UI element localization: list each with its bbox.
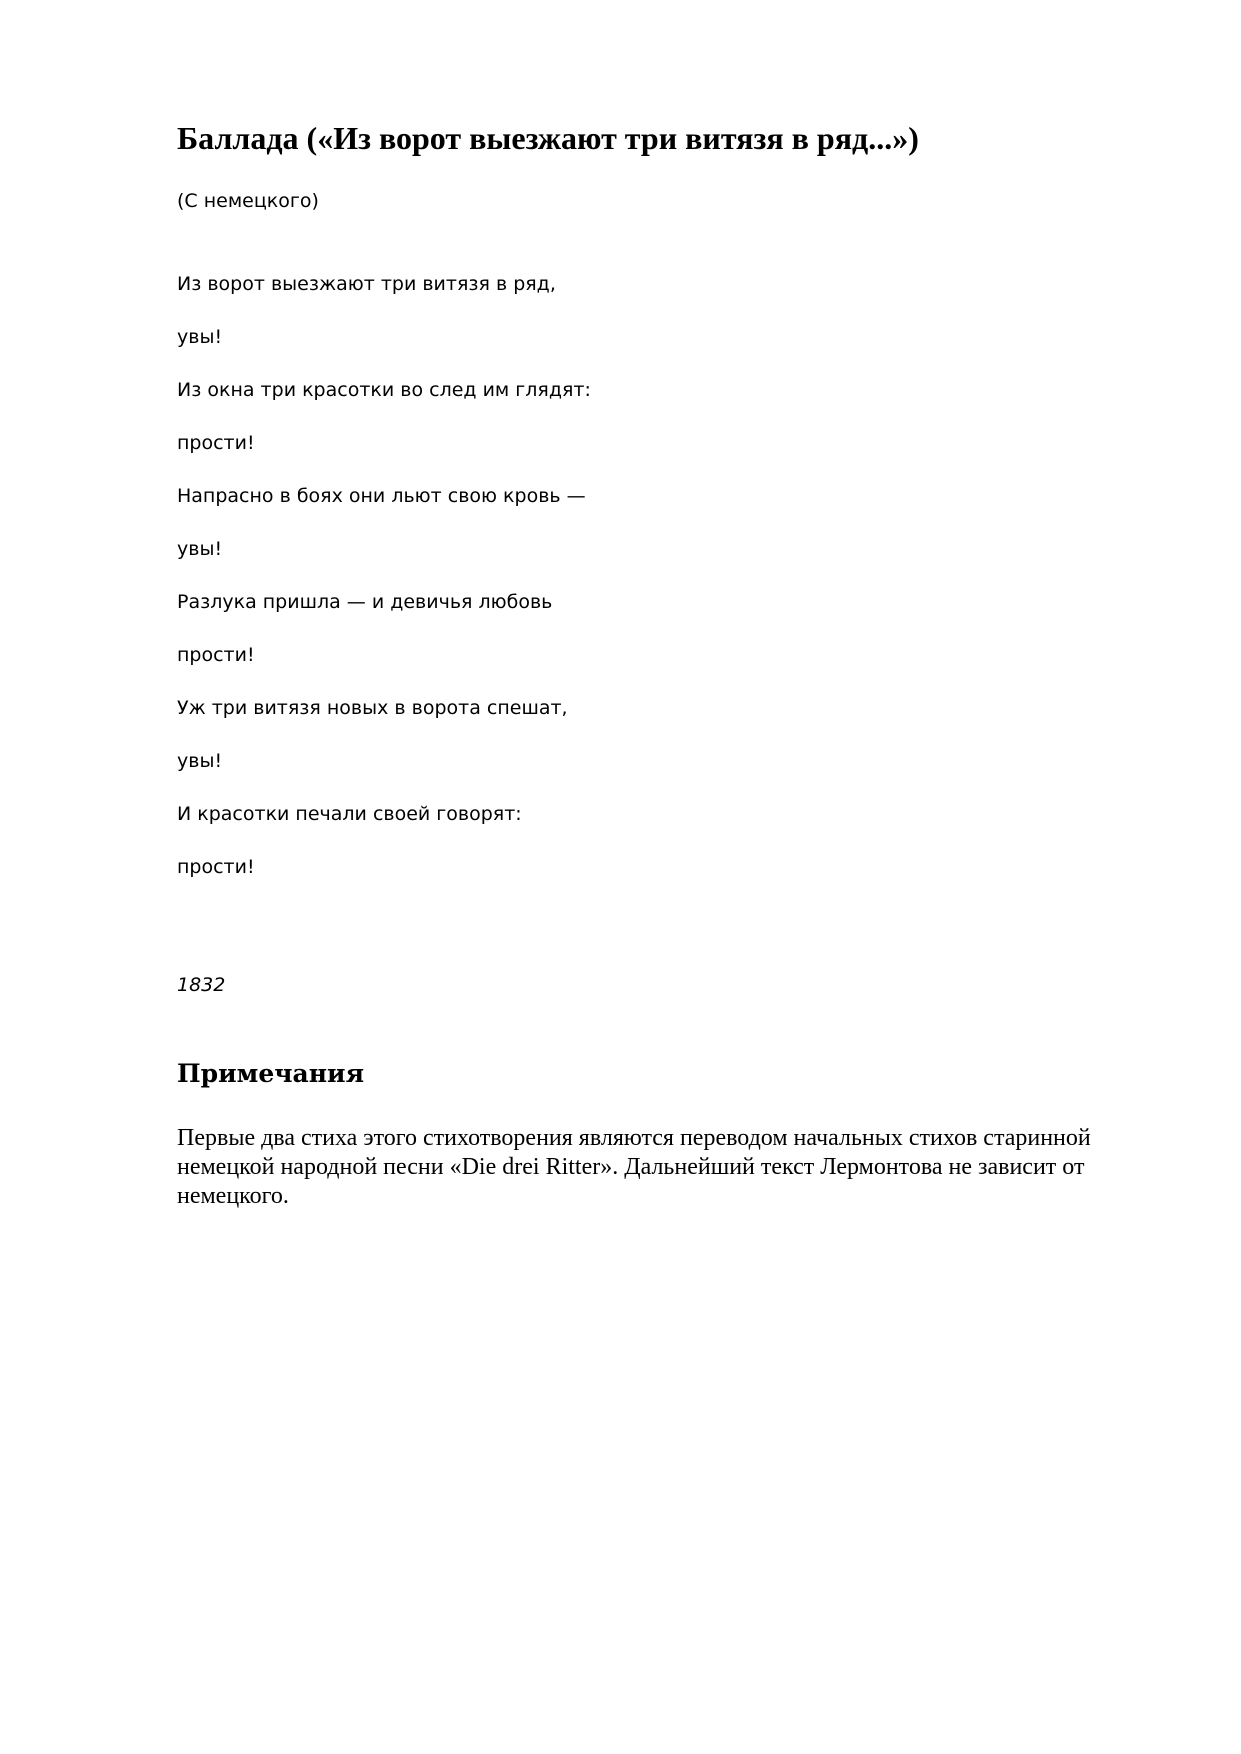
verse-line: увы! <box>177 538 223 560</box>
poem-year: 1832 <box>177 974 226 996</box>
verse-line: Разлука пришла — и девичья любовь <box>177 591 553 613</box>
verse-line: И красотки печали своей говорят: <box>177 803 522 825</box>
page-title: Баллада («Из ворот выезжают три витязя в ряд...») <box>177 120 919 156</box>
notes-text: Первые два стиха этого стихотворения являются переводом начальных стихов старинной немецкой народной песни «Die drei Ritter». Дальнейший текст Лермонтова не зависит от немецкого. <box>177 1125 1091 1209</box>
verse-line: Из окна три красотки во след им глядят: <box>177 379 591 401</box>
verse-line: увы! <box>177 750 223 772</box>
notes-heading: Примечания <box>177 1059 365 1088</box>
subtitle: (С немецкого) <box>177 190 319 212</box>
verse-line: Напрасно в боях они льют свою кровь — <box>177 485 586 507</box>
poem-verse <box>177 271 591 907</box>
verse-line: Уж три витязя новых в ворота спешат, <box>177 697 568 719</box>
verse-line: прости! <box>177 856 255 878</box>
verse-line: Из ворот выезжают три витязя в ряд, <box>177 273 556 295</box>
verse-line: увы! <box>177 326 223 348</box>
verse-line: прости! <box>177 432 255 454</box>
verse-line: прости! <box>177 644 255 666</box>
